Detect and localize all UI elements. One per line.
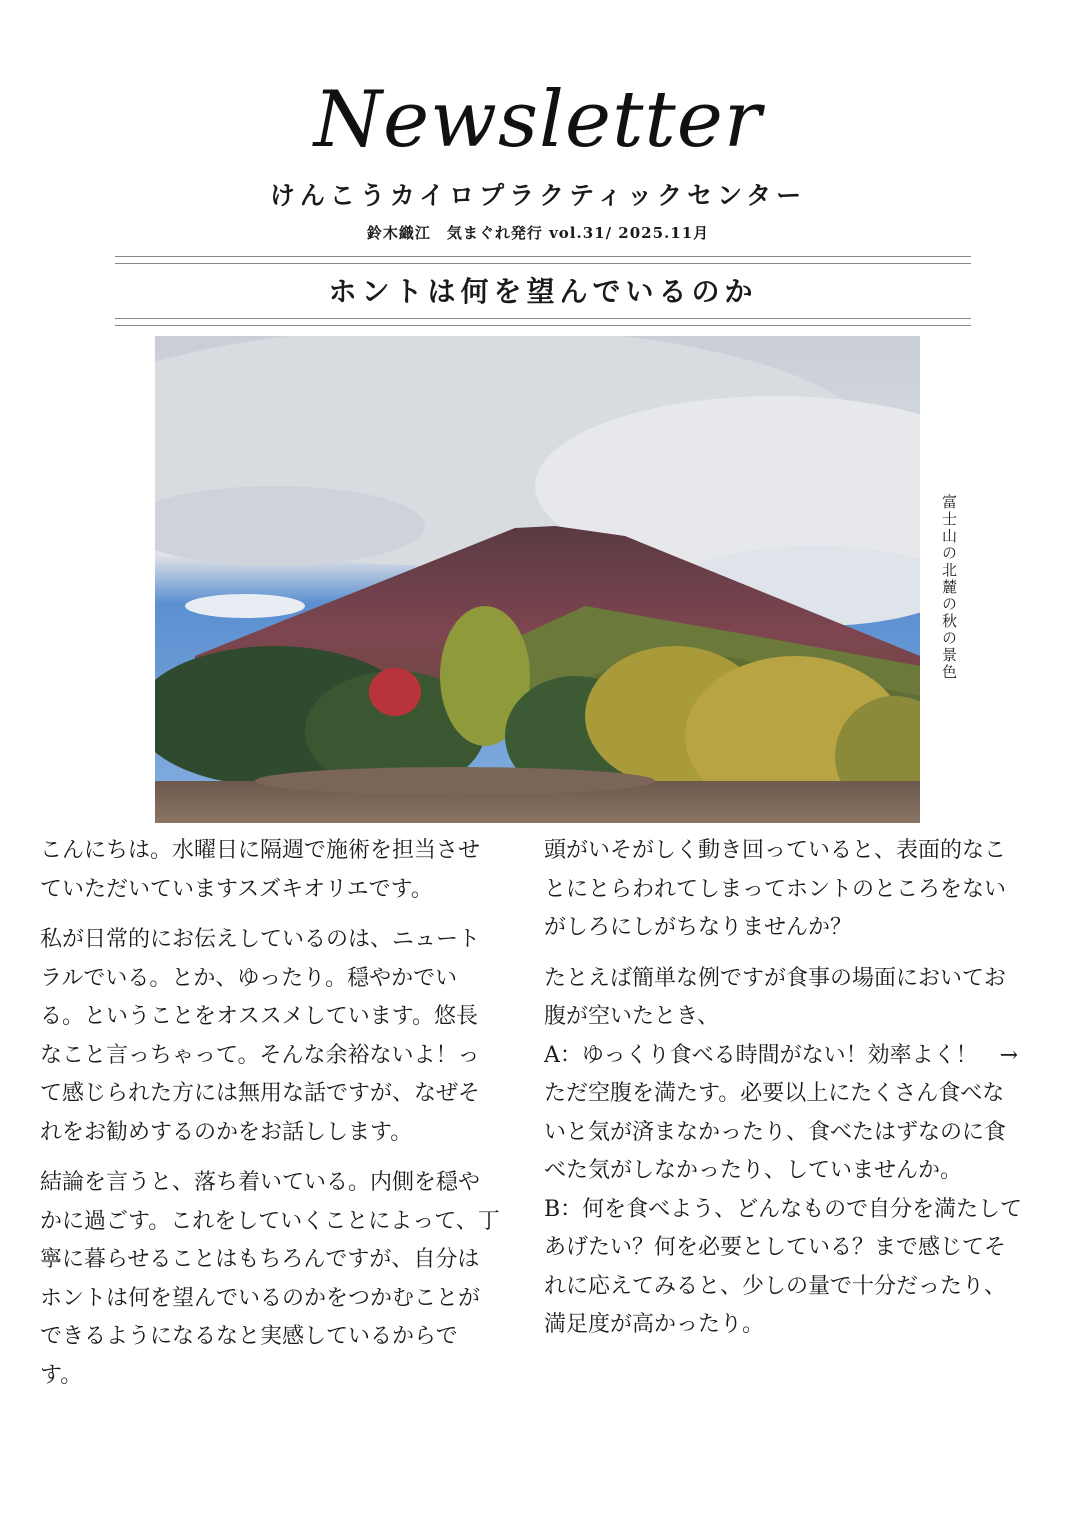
article-headline: ホントは何を望んでいるのか: [328, 275, 758, 308]
center-name: けんこうカイロプラクティックセンター: [269, 181, 807, 210]
article-right-column: [544, 832, 1024, 1357]
paragraph: 結論を言うと、落ち着いている。内側を穏やかに過ごす。これをしていくことによって、丁寧に暮らせることはもちろんですが、自分はホントは何を望んでいるのかをつかむことができるようになるなと実感しているからです。: [40, 1170, 500, 1388]
photo-caption: 富士山の北麓の秋の景色: [940, 494, 958, 681]
mountain-photo: [155, 336, 920, 823]
double-rule-bottom: [115, 318, 971, 326]
masthead: [0, 70, 1076, 243]
paragraph: 私が日常的にお伝えしているのは、ニュートラルでいる。とか、ゆったり。穏やかでいる。ということをオススメしています。悠長なこと言っちゃって。そんな余裕ないよ！って感じられた方には無用な話ですが、なぜそれをお勧めするのかをお話しします。: [40, 927, 481, 1145]
newsletter-logo: Newsletter: [313, 75, 763, 165]
article-left-column: [40, 832, 500, 1407]
paragraph: こんにちは。水曜日に隔週で施術を担当させていただいていますスズキオリエです。: [40, 838, 481, 902]
paragraph: 頭がいそがしく動き回っていると、表面的なことにとらわれてしまってホントのところをないがしろにしがちなりませんか？: [544, 838, 1007, 940]
double-rule-top: [115, 256, 971, 264]
issue-line: 鈴木織江 気まぐれ発行 vol.31/ 2025.11月: [366, 224, 710, 242]
paragraph: たとえば簡単な例ですが食事の場面においてお腹が空いたとき、 A：ゆっくり食べる時間がない！効率よく！ →ただ空腹を満たす。必要以上にたくさん食べないと気が済まなかったり、食べたはずなのに食べた気がしなかったり、していませんか。 B：何を食べよう、どんなもので自分を満たしてあげたい？何を必要としている？まで感じてそれに応えてみると、少しの量で十分だったり、満足度が高かったり。: [544, 965, 1023, 1337]
